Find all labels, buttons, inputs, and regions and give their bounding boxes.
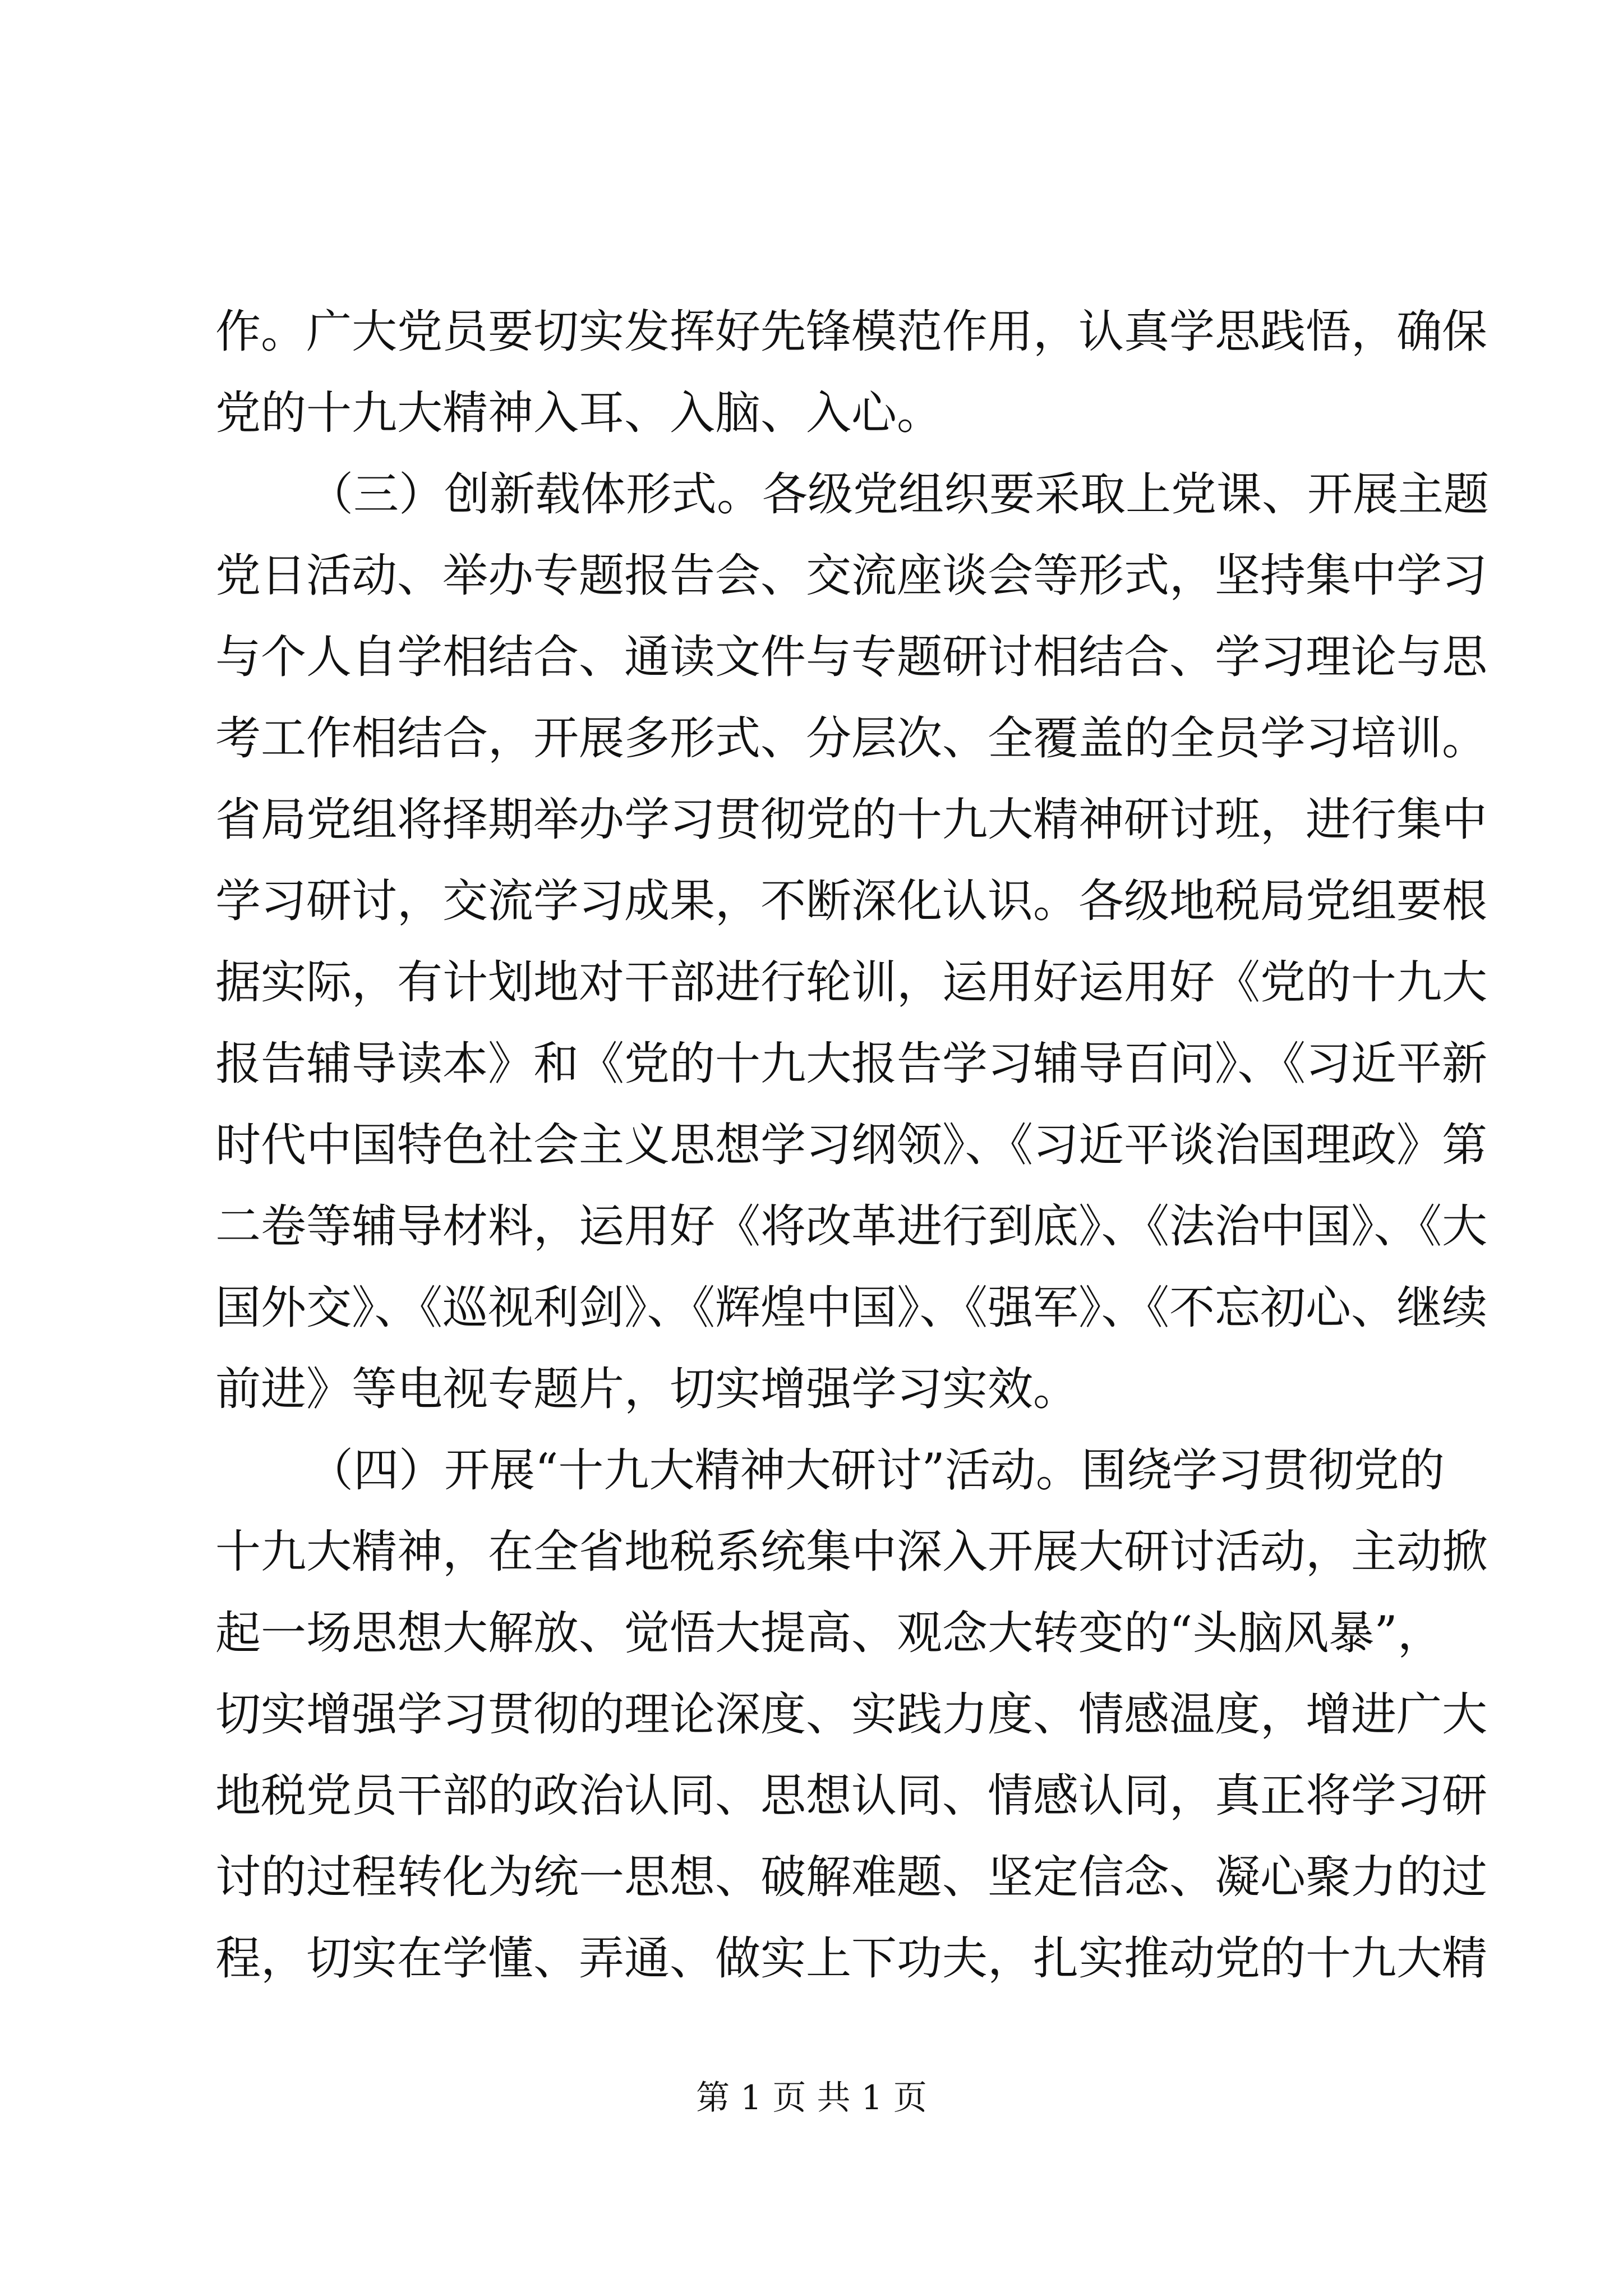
text-line: 前进》等电视专题片，切实增强学习实效。: [215, 1363, 1079, 1416]
text-line: 切实增强学习贯彻的理论深度、实践力度、情感温度，增进广大: [215, 1688, 1488, 1741]
page-footer: [0, 2076, 1623, 2120]
text-line: （四）开展“十九大精神大研讨”活动。围绕学习贯彻党的: [308, 1444, 1445, 1497]
text-line: 起一场思想大解放、觉悟大提高、观念大转变的“头脑风暴”，: [215, 1607, 1443, 1660]
text-line: 二卷等辅导材料，运用好《将改革进行到底》、《法治中国》、《大: [215, 1200, 1488, 1253]
document-body: [215, 292, 1490, 2000]
text-line: 作。广大党员要切实发挥好先锋模范作用，认真学思践悟，确保: [215, 306, 1488, 358]
text-line: 讨的过程转化为统一思想、破解难题、坚定信念、凝心聚力的过: [215, 1851, 1488, 1904]
text-line: 党的十九大精神入耳、入脑、入心。: [215, 387, 943, 440]
text-line: （三）创新载体形式。各级党组织要采取上党课、开展主题: [308, 468, 1490, 521]
text-line: 省局党组将择期举办学习贯彻党的十九大精神研讨班，进行集中: [215, 794, 1488, 846]
text-line: 十九大精神，在全省地税系统集中深入开展大研讨活动，主动掀: [215, 1526, 1488, 1579]
text-line: 与个人自学相结合、通读文件与专题研讨相结合、学习理论与思: [215, 631, 1488, 684]
text-line: 时代中国特色社会主义思想学习纲领》、《习近平谈治国理政》第: [215, 1119, 1488, 1172]
text-line: 报告辅导读本》和《党的十九大报告学习辅导百问》、《习近平新: [215, 1038, 1488, 1091]
text-line: 国外交》、《巡视利剑》、《辉煌中国》、《强军》、《不忘初心、继续: [215, 1282, 1488, 1335]
text-line: 据实际，有计划地对干部进行轮训，运用好运用好《党的十九大: [215, 956, 1488, 1009]
page-number-label: 第 1 页 共 1 页: [696, 2078, 927, 2118]
text-line: 考工作相结合，开展多形式、分层次、全覆盖的全员学习培训。: [215, 712, 1488, 765]
text-line: 党日活动、举办专题报告会、交流座谈会等形式，坚持集中学习: [215, 550, 1488, 602]
text-line: 学习研讨，交流学习成果，不断深化认识。各级地税局党组要根: [215, 875, 1488, 928]
text-line: 地税党员干部的政治认同、思想认同、情感认同，真正将学习研: [215, 1770, 1488, 1823]
text-line: 程，切实在学懂、弄通、做实上下功夫，扎实推动党的十九大精: [215, 1932, 1488, 1985]
